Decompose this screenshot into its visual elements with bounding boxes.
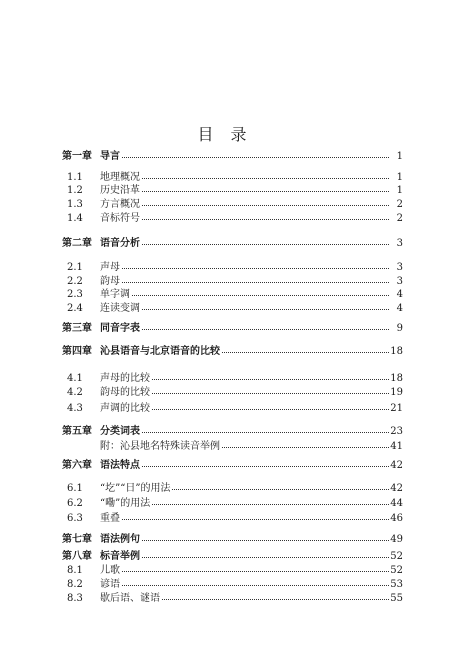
toc-entry-title: 方言概况 (100, 199, 140, 210)
toc-section-row (62, 184, 403, 198)
toc-chapter-row (62, 322, 403, 336)
toc-entry-title: 语法例句 (100, 534, 140, 545)
toc-entry-number: 2.1 (67, 262, 83, 273)
toc-entry-number: 1.1 (67, 172, 83, 183)
dot-leader (102, 295, 389, 296)
dot-leader (102, 585, 389, 586)
toc-entry-number: 6.3 (67, 513, 83, 524)
toc-page-number: 52 (390, 565, 403, 576)
toc-section-row (62, 482, 403, 496)
toc-entry-number: 2.2 (67, 276, 83, 287)
toc-entry-number: 6.2 (67, 498, 83, 509)
toc-page-number: 3 (389, 261, 403, 275)
dot-leader (102, 309, 389, 310)
page-title: 目 录 (197, 125, 253, 144)
toc-entry-title: 谚语 (100, 579, 120, 590)
toc-page-number: 2 (389, 212, 403, 226)
toc-section-row (62, 288, 403, 302)
toc-entry-title: 重叠 (100, 513, 120, 524)
toc-page-number: 42 (390, 460, 403, 471)
toc-section-row (62, 275, 403, 289)
toc-entry-number: 8.2 (67, 579, 83, 590)
toc-page-number: 19 (390, 387, 403, 398)
toc-page-number: 9 (389, 322, 403, 336)
toc-entry-title: 声调的比较 (100, 403, 150, 414)
toc-chapter-row (62, 459, 403, 473)
toc-page-number: 18 (390, 373, 403, 384)
toc-page-number: 4 (389, 288, 403, 302)
dot-leader (102, 268, 389, 269)
toc-section-row (62, 592, 403, 606)
toc-page-number: 55 (390, 593, 403, 604)
toc-page-number: 1 (389, 184, 403, 198)
toc-entry-title: 附：沁县地名特殊读音举例 (100, 441, 220, 452)
toc-entry-title: 声母的比较 (100, 373, 150, 384)
toc-entry-number: 1.4 (67, 213, 83, 224)
toc-entry-title: 同音字表 (100, 323, 140, 334)
toc-entry-title: 导言 (100, 151, 120, 162)
toc-page-number: 46 (390, 513, 403, 524)
toc-section-row (62, 497, 403, 511)
dot-leader (102, 432, 389, 433)
dot-leader (102, 205, 389, 206)
toc-entry-number: 第六章 (62, 460, 92, 471)
dot-leader (102, 571, 389, 572)
toc-section-row (62, 198, 403, 212)
toc-entry-number: 4.1 (67, 373, 83, 384)
toc-chapter-row (62, 550, 403, 564)
toc-entry-number: 第二章 (62, 238, 92, 249)
toc-entry-number: 第四章 (62, 346, 92, 357)
toc-entry-title: 单字调 (100, 289, 130, 300)
toc-entry-number: 第三章 (62, 323, 92, 334)
toc-entry-title: 韵母的比较 (100, 387, 150, 398)
toc-entry-number: 第五章 (62, 426, 92, 437)
toc-entry-title: 音标符号 (100, 213, 140, 224)
toc-entry-title: 语法特点 (100, 460, 140, 471)
toc-page-number: 21 (390, 403, 403, 414)
toc-entry-number: 1.2 (67, 185, 83, 196)
toc-page-number: 44 (390, 498, 403, 509)
dot-leader (102, 557, 389, 558)
toc-entry-number: 2.3 (67, 289, 83, 300)
toc-chapter-row (62, 237, 403, 251)
toc-entry-title: 沁县语音与北京语音的比较 (100, 346, 220, 357)
toc-page-number: 1 (389, 150, 403, 164)
toc-entry-title: 地理概况 (100, 172, 140, 183)
toc-entry-number: 2.4 (67, 303, 83, 314)
toc-entry-title: 分类词表 (100, 426, 140, 437)
toc-page-number: 42 (390, 483, 403, 494)
toc-entry-title: 语音分析 (100, 238, 140, 249)
dot-leader (102, 191, 389, 192)
toc-entry-title: 韵母 (100, 276, 120, 287)
toc-page-number: 2 (389, 198, 403, 212)
toc-entry-number: 8.1 (67, 565, 83, 576)
dot-leader (102, 329, 389, 330)
toc-page-number: 3 (389, 275, 403, 289)
toc-page-number: 49 (390, 534, 403, 545)
toc-chapter-row (62, 425, 403, 439)
dot-leader (102, 157, 389, 158)
toc-section-row (62, 578, 403, 592)
toc-chapter-row (62, 150, 403, 164)
toc-section-row (62, 261, 403, 275)
dot-leader (102, 466, 389, 467)
toc-entry-title: “圪”“日”的用法 (100, 483, 171, 494)
toc-appendix-row (62, 440, 403, 454)
toc-page-number: 18 (390, 346, 403, 357)
toc-entry-number: 第八章 (62, 551, 92, 562)
toc-section-row (62, 302, 403, 316)
toc-page-number: 41 (390, 441, 403, 452)
toc-section-row (62, 512, 403, 526)
toc-entry-number: 1.3 (67, 199, 83, 210)
dot-leader (102, 178, 389, 179)
toc-entry-title: 标音举例 (100, 551, 140, 562)
dot-leader (102, 540, 389, 541)
toc-chapter-row (62, 533, 403, 547)
toc-page-number: 23 (390, 426, 403, 437)
toc-page-number: 3 (389, 237, 403, 251)
toc-section-row (62, 564, 403, 578)
toc-page-number: 1 (389, 171, 403, 185)
dot-leader (102, 519, 389, 520)
dot-leader (102, 244, 389, 245)
toc-section-row (62, 372, 403, 386)
toc-section-row (62, 212, 403, 226)
toc-entry-number: 4.2 (67, 387, 83, 398)
toc-section-row (62, 171, 403, 185)
toc-page-number: 52 (390, 551, 403, 562)
toc-entry-title: 连读变调 (100, 303, 140, 314)
toc-chapter-row (62, 345, 403, 359)
toc-entry-title: “嘞”的用法 (100, 498, 151, 509)
toc-entry-number: 4.3 (67, 403, 83, 414)
dot-leader (102, 219, 389, 220)
toc-section-row (62, 402, 403, 416)
toc-entry-title: 歇后语、谜语 (100, 593, 160, 604)
toc-page-number: 53 (390, 579, 403, 590)
toc-entry-title: 儿歌 (100, 565, 120, 576)
toc-entry-number: 第一章 (62, 151, 92, 162)
toc-entry-number: 8.3 (67, 593, 83, 604)
toc-entry-title: 声母 (100, 262, 120, 273)
toc-entry-title: 历史沿革 (100, 185, 140, 196)
toc-page-number: 4 (389, 302, 403, 316)
dot-leader (102, 282, 389, 283)
toc-section-row (62, 386, 403, 400)
toc-entry-number: 第七章 (62, 534, 92, 545)
toc-entry-number: 6.1 (67, 483, 83, 494)
